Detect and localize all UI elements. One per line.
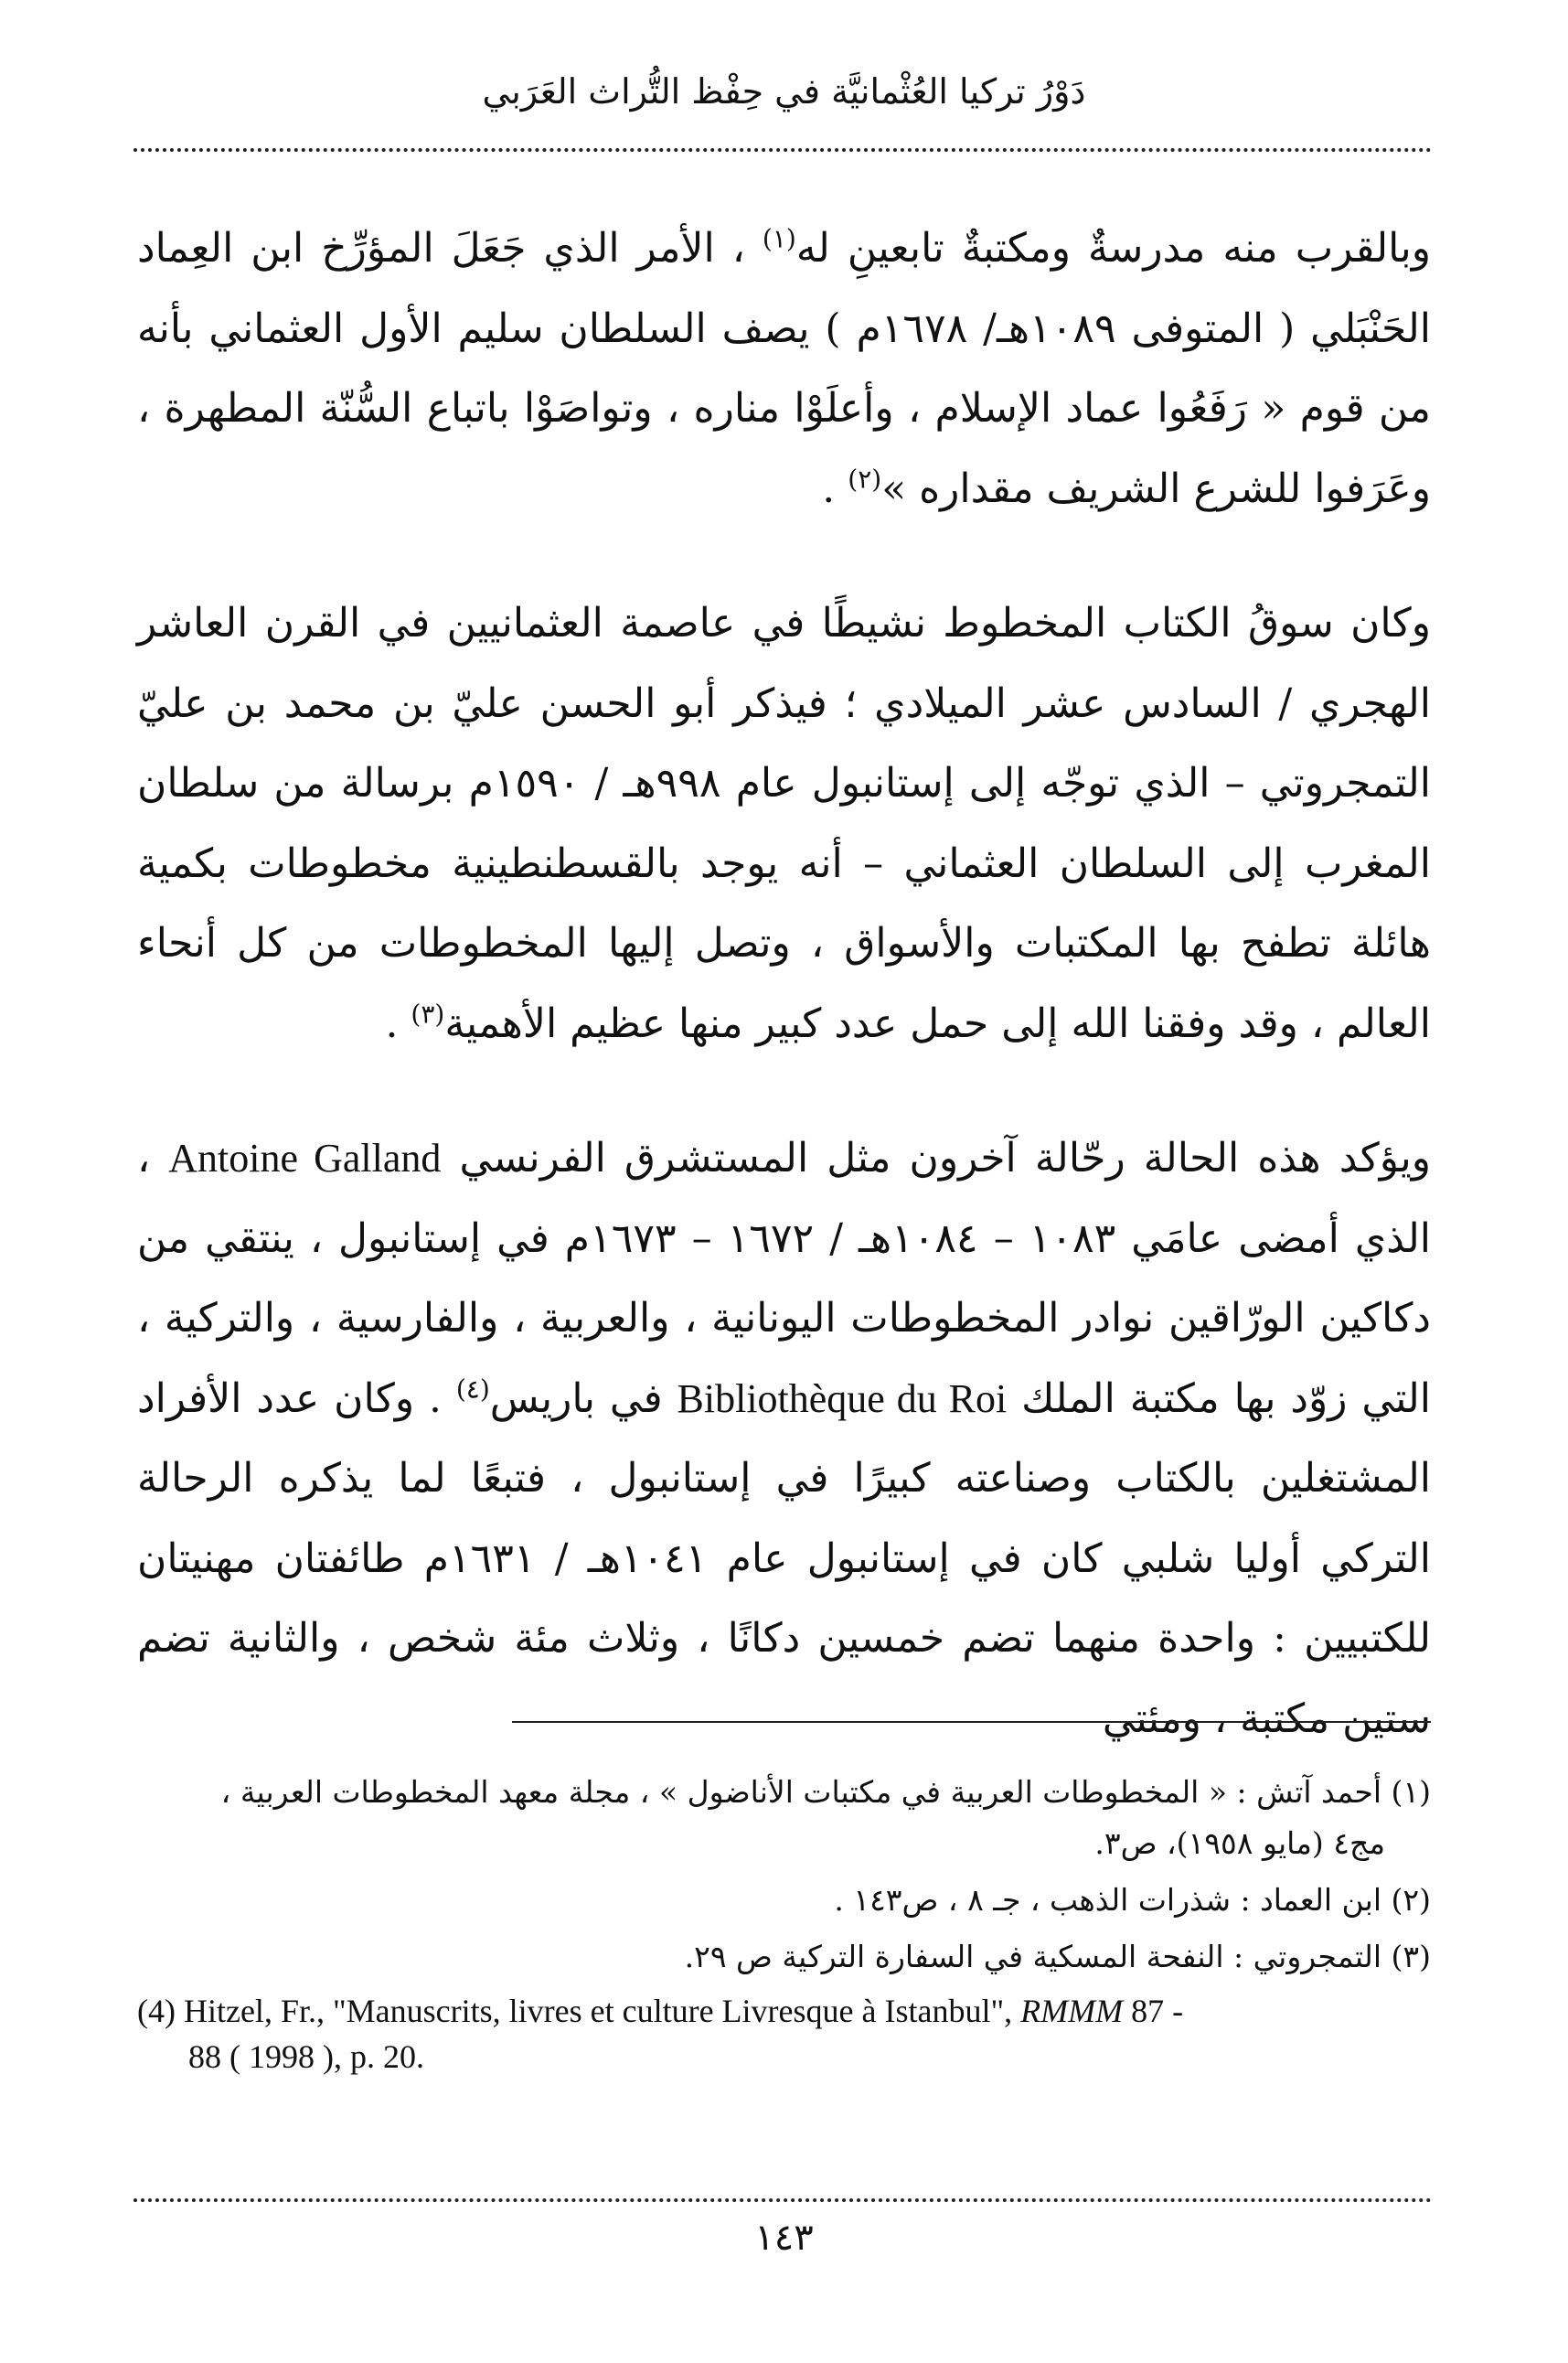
paragraph-2-text: وكان سوقُ الكتاب المخطوط نشيطًا في عاصمة العثمانيين في القرن العاشر الهجري / السادس عشر الميلادي ؛ فيذكر أبو الحسن عليّ بن محمد بن عليّ التمجروتي – الذي توجّه إلى إستانبول عام ٩٩٨هـ / ١٥٩٠م برسالة من سلطان المغرب إلى السلطان العثماني – أنه يوجد بالقسطنطينية مخطوطات بكمية هائلة تطفح بها المكتبات والأسواق ، وتصل إليها المخطوطات من كل أنحاء العالم ، وقد وفقنا الله إلى حمل عدد كبير منها عظيم الأهمية (137, 600, 1432, 1047)
footnote-4-line-2: 88 ( 1998 ), p. 20. (188, 2038, 424, 2075)
paragraph-1-end: . (822, 465, 848, 512)
footnote-4-line-1-end: 87 - (1123, 1993, 1184, 2029)
paragraph-1 (137, 208, 1431, 529)
paragraph-2-end: . (385, 1000, 411, 1047)
footer-divider (133, 2198, 1432, 2202)
footnote-4-line-1: (4) Hitzel, Fr., "Manuscrits, livres et culture Livresque à Istanbul", (137, 1993, 1013, 2029)
paragraph-2 (137, 583, 1431, 1064)
paragraph-3-text-cont: ، الذي أمضى عامَي ١٠٨٣ – ١٠٨٤هـ / ١٦٧٢ – ١٦٧٣م في إستانبول ، ينتقي من دكاكين الورّاقين نوادر المخطوطات اليونانية ، والعربية ، والفارسية ، والتركية ، التي زوّد بها مكتبة الملك (137, 1135, 1432, 1422)
footnote-ref-2: (٢) (848, 463, 882, 494)
footnote-ref-3: (٣) (411, 998, 445, 1029)
name-antoine-galland: Antoine Galland (168, 1136, 442, 1181)
page-number: ١٤٣ (754, 2217, 814, 2259)
paragraph-1-text: وبالقرب منه مدرسةٌ ومكتبةٌ تابعينِ له (795, 225, 1432, 272)
footnote-1-line-1: (١) أحمد آتش : « المخطوطات العربية في مكتبات الأناضول » ، مجلة معهد المخطوطات العربية ، (220, 1774, 1431, 1810)
paragraph-3-paris: في باريس (489, 1374, 663, 1422)
header-divider (133, 148, 1432, 152)
footnote-2: (٢) ابن العماد : شذرات الذهب ، جـ ٨ ، ص١٤٣ . (834, 1882, 1431, 1918)
main-text (137, 208, 1431, 1759)
footnote-ref-1: (١) (762, 223, 796, 254)
footnote-4 (137, 1988, 1431, 2080)
paragraph-1-text-cont: ، الأمر الذي جَعَلَ المؤرِّخ ابن العِماد الحَنْبَلي ( المتوفى ١٠٨٩هـ/ ١٦٧٨م ) يصف السلطان سليم الأول العثماني بأنه من قوم « رَفَعُوا عماد الإسلام ، وأعلَوْا مناره ، وتواصَوْا باتباع السُّنّة المطهرة ، وعَرَفوا للشرع الشريف مقداره » (137, 225, 1431, 512)
paragraph-3 (137, 1118, 1431, 1759)
footnote-4-journal: RMMM (1020, 1993, 1124, 2029)
footnote-1 (137, 1767, 1431, 1869)
footnotes (137, 1767, 1431, 2080)
footnote-3: (٣) التمجروتي : النفحة المسكية في السفارة التركية ص ٢٩. (684, 1939, 1431, 1974)
footnote-ref-4: (٤) (455, 1373, 490, 1404)
footnote-separator (512, 1721, 1431, 1723)
library-name-latin: Bibliothèque du Roi (677, 1375, 1008, 1421)
paragraph-3-text: ويؤكد هذه الحالة رحّالة آخرون مثل المستشرق الفرنسي (459, 1135, 1431, 1182)
footnote-1-line-2: مج٤ (مايو ١٩٥٨)، ص٣. (1094, 1825, 1385, 1861)
running-header-title: دَوْرُ تركيا العُثْمانيَّة في حِفْظ التُّراث العَرَبي (482, 71, 1086, 112)
paragraph-3-text-end: . وكان عدد الأفراد المشتغلين بالكتاب وصناعته كبيرًا في إستانبول ، فتبعًا لما يذكره الرحالة التركي أوليا شلبي كان في إستانبول عام ١٠٤١هـ / ١٦٣١م طائفتان مهنيتان للكتبيين : واحدة منهما تضم خمسين دكانًا ، وثلاث مئة شخص ، والثانية تضم ستين مكتبة ، ومئتي (137, 1374, 1431, 1742)
